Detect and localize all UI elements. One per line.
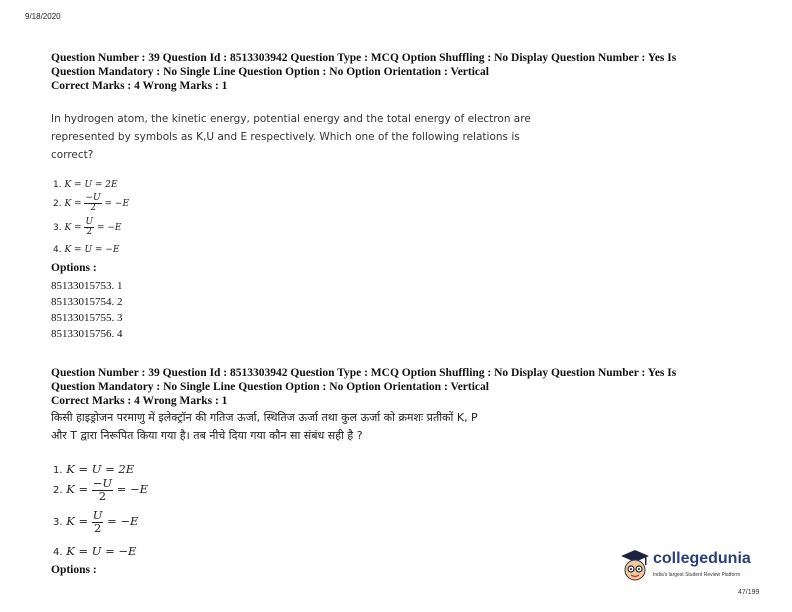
fraction-numerator: −U: [85, 193, 101, 203]
option-rhs: = −E: [107, 514, 139, 528]
fraction-numerator: U: [85, 217, 94, 227]
question-text-hindi: [51, 409, 591, 445]
option-text: K = U = 2E: [64, 180, 118, 190]
meta-line-2: Question Mandatory : No Single Line Question Option : No Option Orientation : Vertical: [51, 381, 489, 393]
option-fraction: [84, 194, 101, 213]
option-fraction: [84, 218, 94, 237]
option-number: 3.: [53, 223, 62, 233]
option-id-1: 85133015753. 1: [51, 280, 123, 292]
option-number: 2.: [53, 485, 63, 496]
question-line-2: और T द्वारा निरूपित किया गया है। तब नीचे दिया गया कौन सा संबंध सही है ?: [51, 429, 363, 442]
option-2-hindi: [53, 478, 148, 502]
option-id-2: 85133015754. 2: [51, 296, 123, 308]
fraction-denominator: 2: [98, 488, 107, 503]
question-line-2: represented by symbols as K,U and E respectively. Which one of the following relations is: [51, 131, 520, 143]
option-4-hindi: [53, 544, 136, 558]
options-label-2: Options :: [51, 564, 97, 576]
option-rhs: = −E: [116, 482, 149, 496]
option-1-hindi: [53, 462, 134, 476]
question-meta-block-1: [51, 51, 751, 93]
page-number: 47/199: [738, 589, 760, 596]
fraction-numerator: U: [92, 508, 103, 522]
option-rhs: = −E: [104, 199, 130, 209]
option-number: 3.: [53, 517, 63, 528]
option-lhs: K =: [64, 223, 82, 233]
meta-line-1: Question Number : 39 Question Id : 8513303942 Question Type : MCQ Option Shuffling : No Display Question Number : Yes Is: [51, 52, 677, 64]
option-id-3: 85133015755. 3: [51, 312, 123, 324]
marks-line: Correct Marks : 4 Wrong Marks : 1: [51, 80, 228, 92]
logo-tagline: India's largest Student Review Platform: [653, 572, 741, 578]
option-text: K = U = 2E: [66, 462, 135, 476]
option-number: 1.: [53, 180, 62, 190]
marks-line: Correct Marks : 4 Wrong Marks : 1: [51, 395, 228, 407]
collegedunia-logo: [619, 548, 769, 588]
option-3-hindi: [53, 510, 138, 534]
option-id-4: 85133015756. 4: [51, 328, 123, 340]
meta-line-2: Question Mandatory : No Single Line Question Option : No Option Orientation : Vertical: [51, 66, 489, 78]
question-line-1: किसी हाइड्रोजन परमाणु में इलेक्ट्रॉन की गतिज ऊर्जा, स्थितिज ऊर्जा तथा कुल ऊर्जा को क्रमशः प्रतीकों K, P: [51, 411, 478, 424]
print-date: 9/18/2020: [25, 12, 61, 21]
option-lhs: K =: [66, 514, 89, 528]
question-line-1: In hydrogen atom, the kinetic energy, potential energy and the total energy of electron are: [51, 113, 531, 125]
option-text: K = U = −E: [66, 544, 137, 558]
fraction-denominator: 2: [86, 227, 93, 237]
option-fraction: [92, 478, 113, 502]
fraction-denominator: 2: [93, 520, 102, 535]
option-number: 1.: [53, 465, 63, 476]
option-text: K = U = −E: [64, 245, 120, 255]
option-number: 4.: [53, 547, 63, 558]
option-1: [53, 180, 118, 190]
question-meta-block-2: [51, 366, 751, 408]
option-fraction: [92, 510, 104, 534]
meta-line-1: Question Number : 39 Question Id : 8513303942 Question Type : MCQ Option Shuffling : No Display Question Number : Yes Is: [51, 367, 677, 379]
option-4: [53, 245, 119, 255]
option-lhs: K =: [66, 482, 89, 496]
option-number: 2.: [53, 199, 62, 209]
option-lhs: K =: [64, 199, 82, 209]
question-line-3: correct?: [51, 149, 94, 161]
question-text-english: [51, 110, 571, 164]
option-rhs: = −E: [96, 223, 122, 233]
option-number: 4.: [53, 245, 62, 255]
option-3: [53, 218, 121, 237]
option-2: [53, 194, 129, 213]
graduate-mascot-icon: [619, 548, 651, 584]
logo-name: collegedunia: [653, 550, 751, 567]
fraction-denominator: 2: [90, 203, 96, 213]
options-label: Options :: [51, 262, 97, 274]
fraction-numerator: −U: [92, 476, 113, 490]
